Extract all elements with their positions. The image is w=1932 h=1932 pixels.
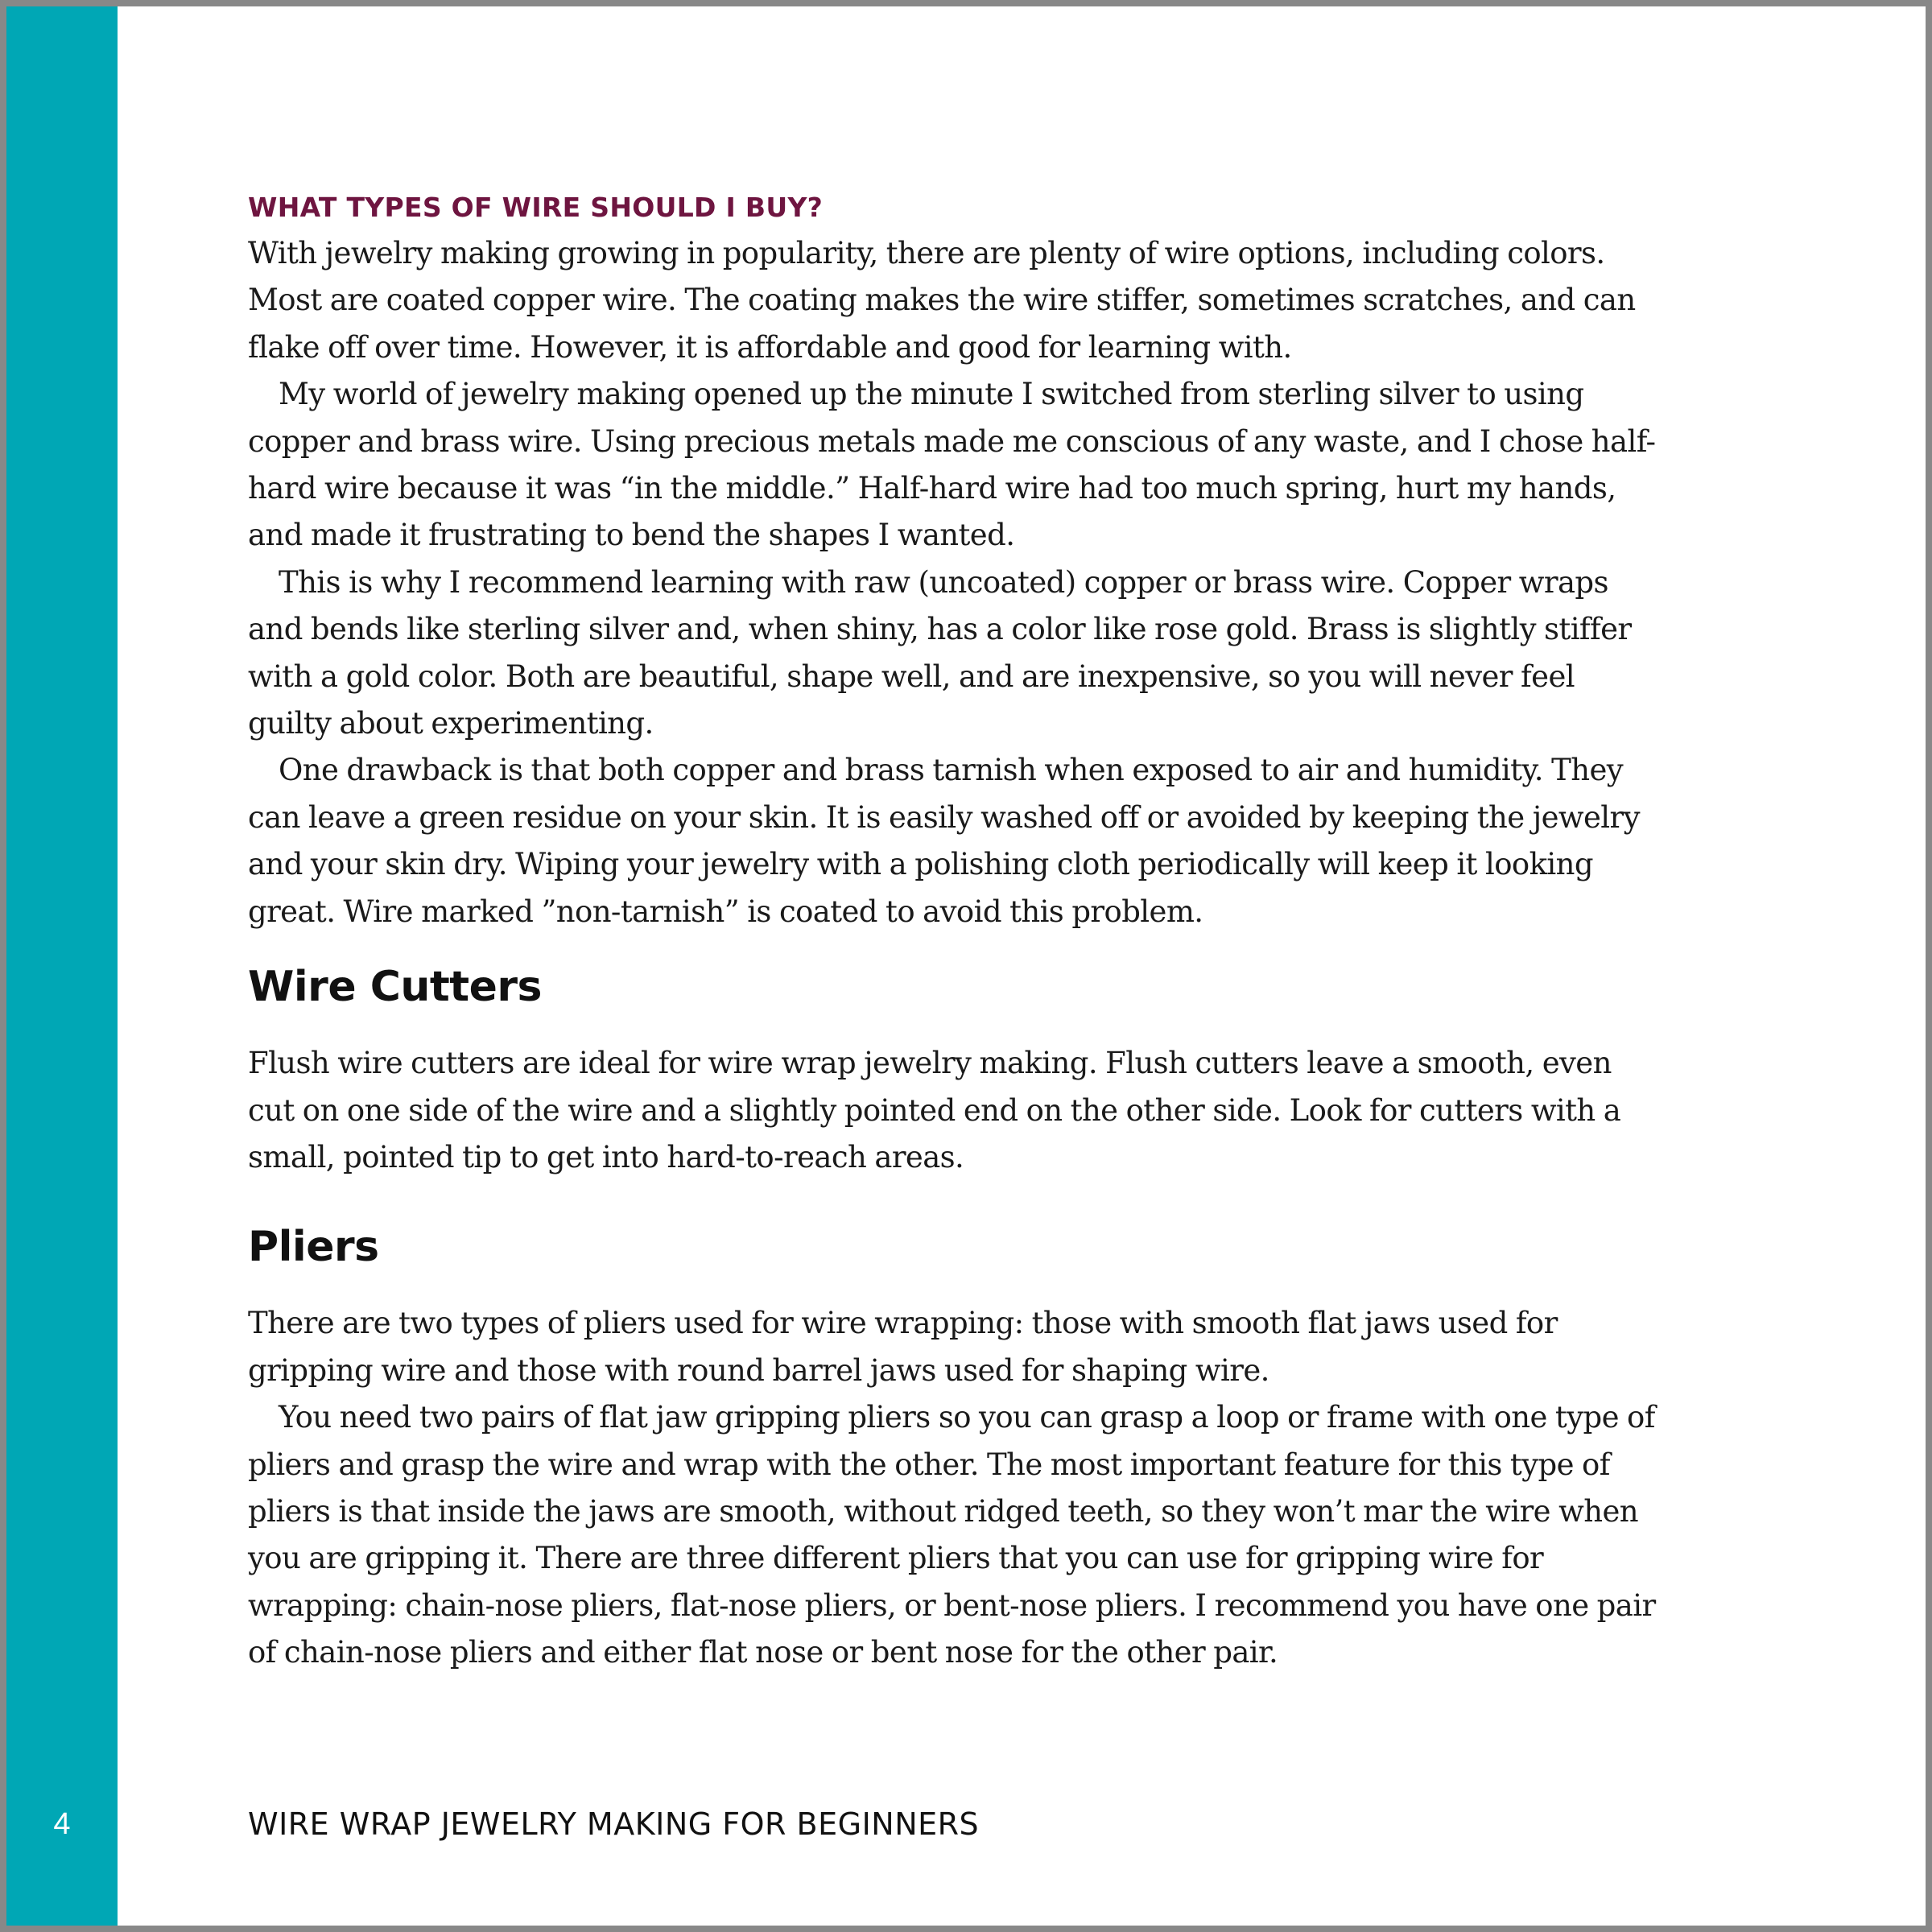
section-wire-types	[248, 185, 1665, 935]
pliers-heading: Pliers	[248, 1223, 379, 1272]
section-pliers	[248, 1223, 1665, 1676]
wire-cutters-heading: Wire Cutters	[248, 963, 542, 1012]
section-wire-cutters	[248, 963, 1665, 1181]
page-content	[248, 185, 1665, 1677]
pliers-paragraph-2: You need two pairs of flat jaw gripping pliers so you can grasp a loop or frame with one type of pliers and grasp the wire and wrap with the other. The most important feature for this type of pliers is that inside the jaws are smooth, without ridged teeth, so they won’t mar the wire when you are gripping it. There are three different pliers that you can use for gripping wire for wrapping: chain-nose pliers, flat-nose pliers, or bent-nose pliers. I recommend you have one pair of chain-nose pliers and either flat nose or bent nose for the other pair.	[248, 1400, 1656, 1670]
running-footer-title: WIRE WRAP JEWELRY MAKING FOR BEGINNERS	[248, 1806, 980, 1842]
wire-types-paragraph-2: My world of jewelry making opened up the minute I switched from sterling silver to using copper and brass wire. Using precious metals made me conscious of any waste, and I chose half-hard wire because it was “in the middle.” Half-hard wire had too much spring, hurt my hands, and made it frustrating to bend the shapes I wanted.	[248, 377, 1656, 553]
wire-types-paragraph-1: With jewelry making growing in popularity, there are plenty of wire options, including colors. Most are coated copper wire. The coating makes the wire stiffer, sometimes scratches, and can flake off over time. However, it is affordable and good for learning with.	[248, 236, 1636, 365]
wire-cutters-paragraph-1: Flush wire cutters are ideal for wire wrap jewelry making. Flush cutters leave a smooth, even cut on one side of the wire and a slightly pointed end on the other side. Look for cutters with a small, pointed tip to get into hard-to-reach areas.	[248, 1046, 1621, 1174]
wire-types-paragraph-4: One drawback is that both copper and brass tarnish when exposed to air and humidity. They can leave a green residue on your skin. It is easily washed off or avoided by keeping the jewelry and your skin dry. Wiping your jewelry with a polishing cloth periodically will keep it looking great. Wire marked ”non-tarnish” is coated to avoid this problem.	[248, 753, 1640, 929]
wire-types-heading: WHAT TYPES OF WIRE SHOULD I BUY?	[248, 192, 824, 223]
wire-types-paragraph-3: This is why I recommend learning with raw (uncoated) copper or brass wire. Copper wraps and bends like sterling silver and, when shiny, has a color like rose gold. Brass is slightly stiffer with a gold color. Both are beautiful, shape well, and are inexpensive, so you will never feel guilty about experimenting.	[248, 564, 1632, 741]
side-color-band	[6, 6, 118, 1926]
page-number: 4	[53, 1807, 71, 1841]
pliers-paragraph-1: There are two types of pliers used for wire wrapping: those with smooth flat jaws used for gripping wire and those with round barrel jaws used for shaping wire.	[248, 1306, 1558, 1388]
